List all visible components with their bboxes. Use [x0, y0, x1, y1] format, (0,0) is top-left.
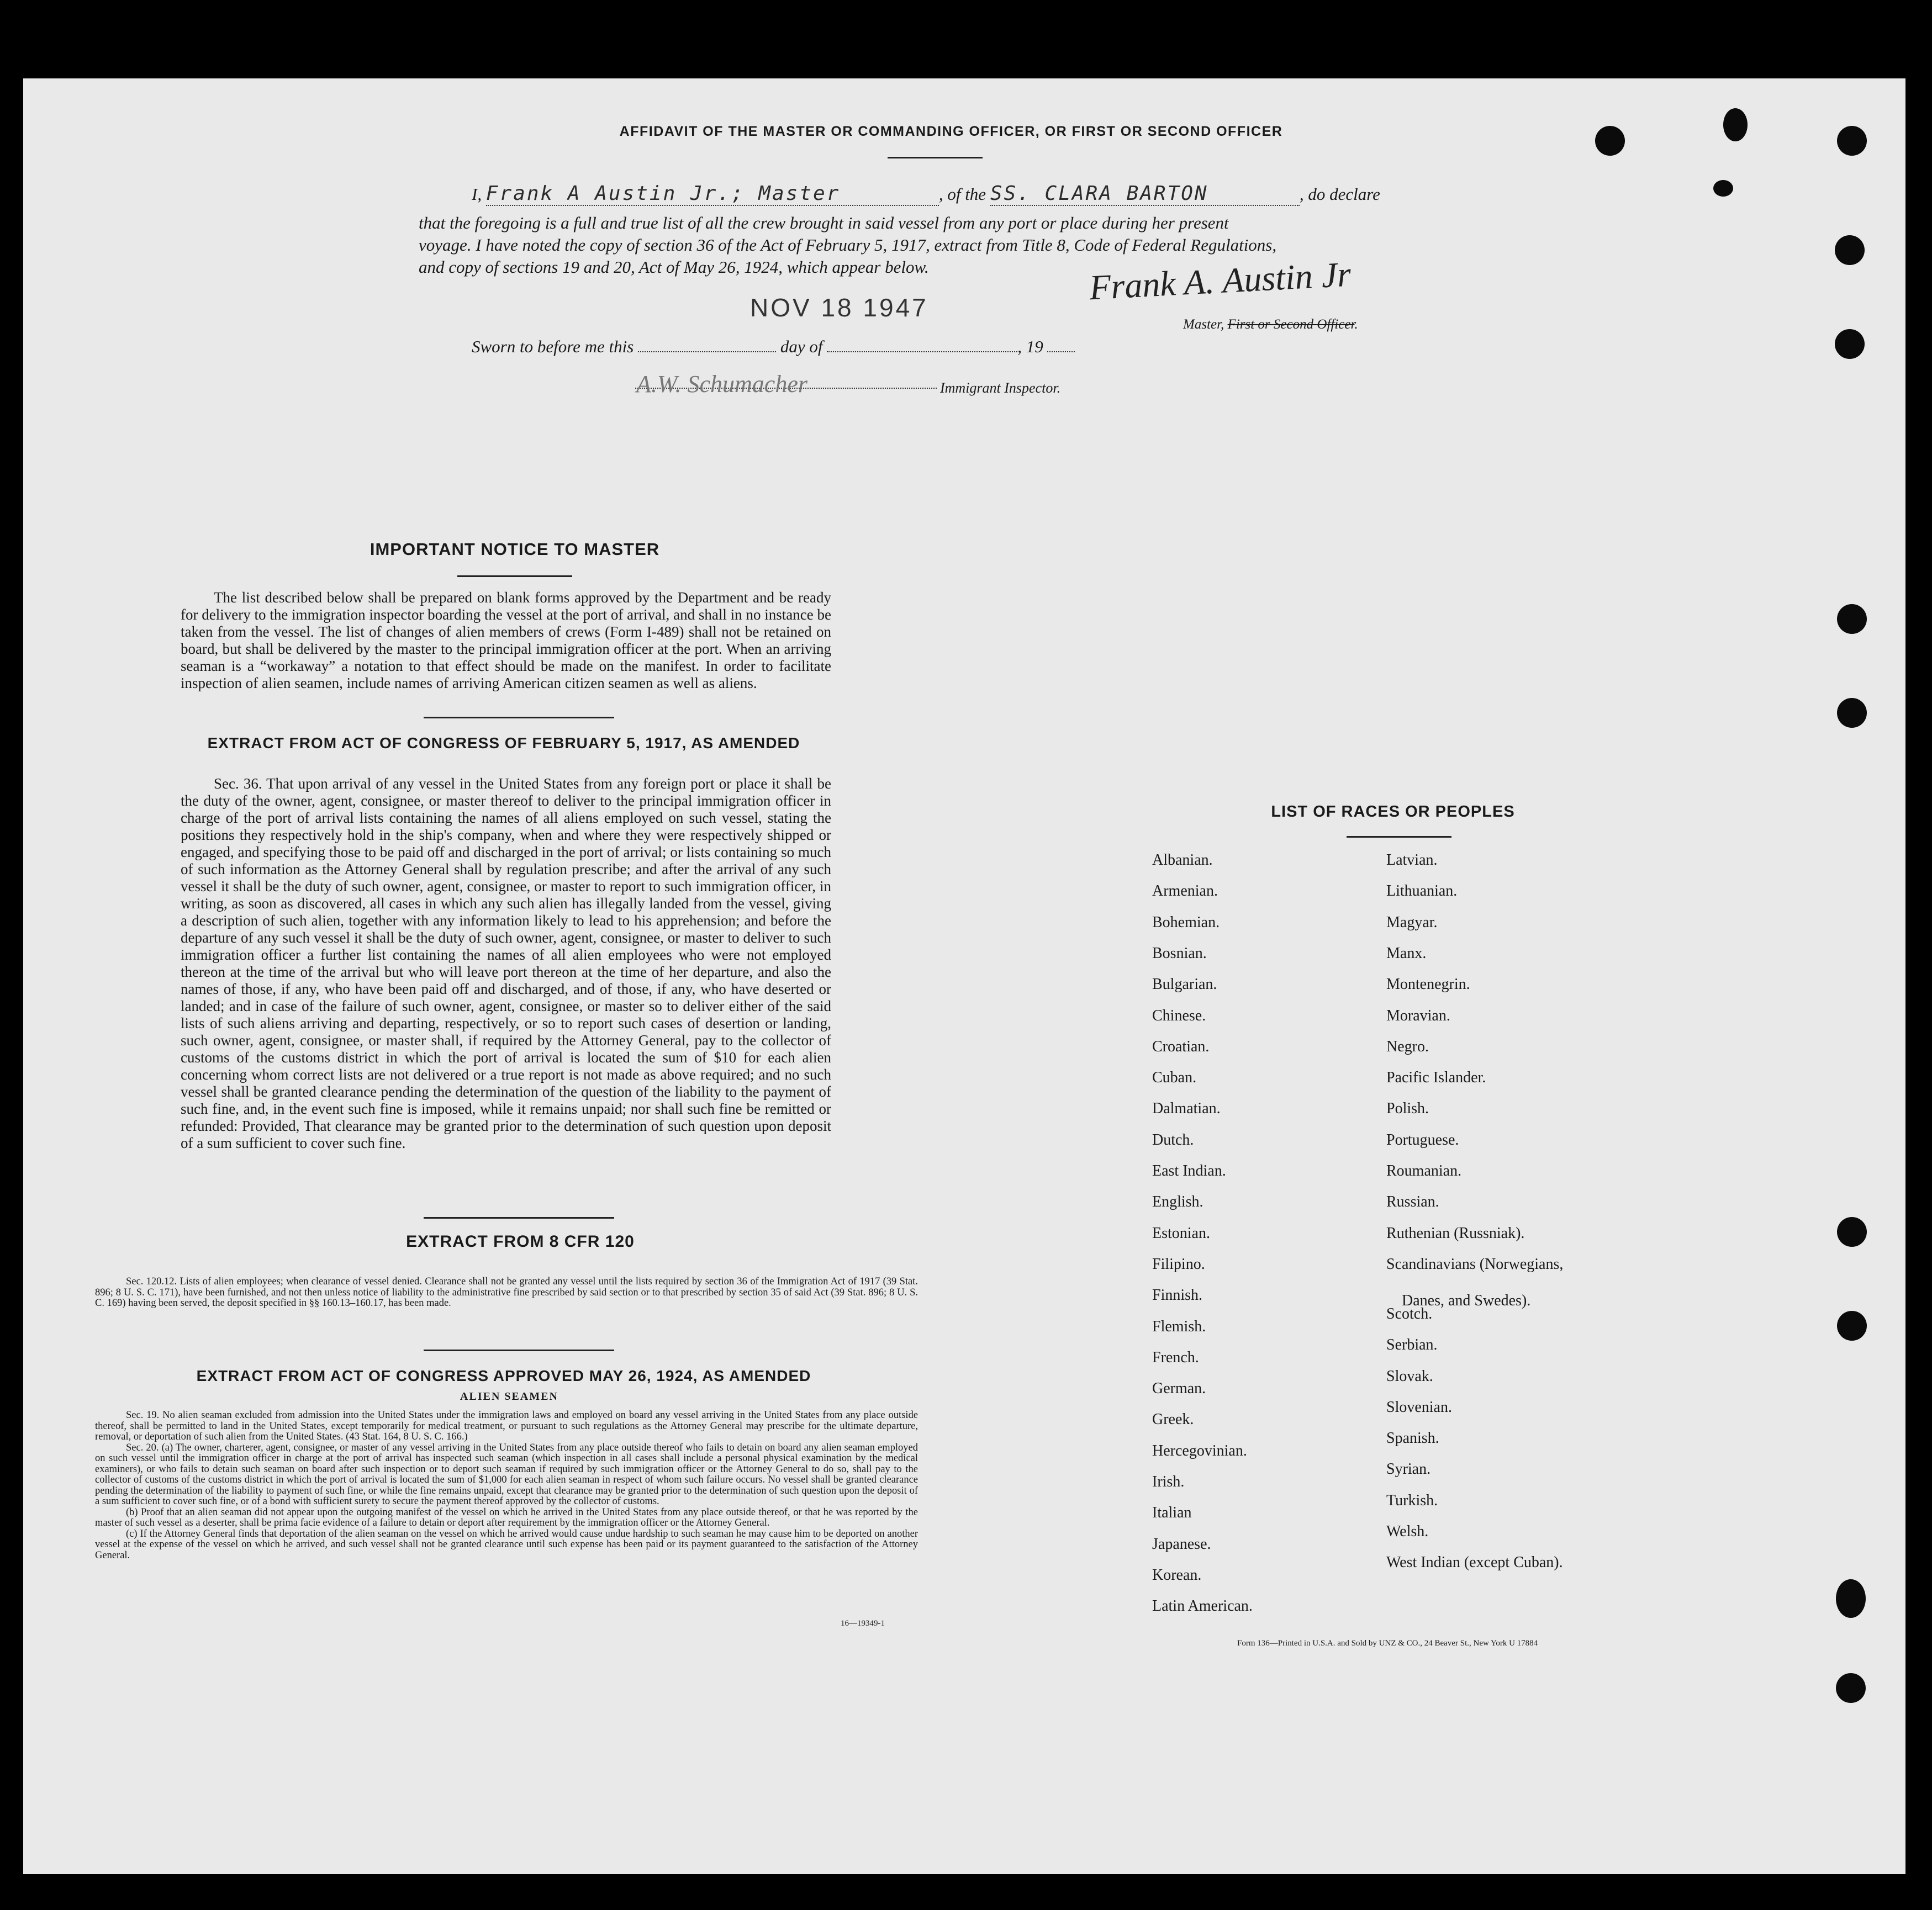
race-item: Finnish.	[1152, 1287, 1203, 1304]
races-title: LIST OF RACES OR PEOPLES	[1271, 803, 1515, 821]
race-item: Welsh.	[1386, 1523, 1429, 1541]
race-item: Dutch.	[1152, 1131, 1194, 1149]
master-signature: Frank A. Austin Jr	[1088, 254, 1352, 308]
race-item: Greek.	[1152, 1411, 1194, 1428]
extract-1917-body: Sec. 36. That upon arrival of any vessel in the United States from any foreign port or place it shall be the duty of the owner, agent, consignee, or master thereof to deliver to the principal immigration officer in charge of the port of arrival lists containing the names of all aliens employed on such vessel, stating the positions they respectively hold in the ship's company, when and where they were respectively shipped or engaged, and specifying those to be paid off and discharged in the port of arrival; or lists containing so much of such information as the Attorney General shall by regulation prescribe; and after the arrival of any such vessel it shall be the duty of such owner, agent, consignee, or master to report to such immigration officer, in writing, as soon as discovered, all cases in which any such alien has illegally landed from the vessel, giving a description of such alien, together with any information likely to lead to his apprehension; and before the departure of any such vessel it shall be the duty of such owner, agent, consignee, or master to deliver to such immigration officer a further list containing the names of all alien employees who were not employed thereon at the time of the arrival but who will leave port thereon at the time of her departure, and also the names of those, if any, who have been paid off and discharged, and of those, if any, who have deserted or landed; and in case of the failure of such owner, agent, consignee, or master so to deliver either of the said lists of such aliens arriving and departing, respectively, or so to report such cases of desertion or landing, such owner, agent, consignee, or master shall, if required by the Attorney General, pay to the collector of customs of the customs district in which the port of arrival is located the sum of $10 for each alien concerning whom correct lists are not delivered or a true report is not made as above required; and no such vessel shall be granted clearance pending the determination of the question of the liability to the payment of such fine, and, in the event such fine is imposed, while it remains unpaid; nor shall such fine be remitted or refunded: Provided, That clearance may be granted prior to the determination of such question upon deposit of a sum sufficient to cover such fine.	[181, 775, 831, 1151]
race-item: Scotch.	[1386, 1305, 1433, 1322]
race-item: Slovenian.	[1386, 1398, 1452, 1416]
race-item: Ruthenian (Russniak).	[1386, 1224, 1525, 1242]
section-20b-text: (b) Proof that an alien seaman did not appear upon the outgoing manifest of the vessel on which he arrived in the United States from any place outside thereof, or that he was reported by the master of such vessel as a deserter, shall be prima facie evidence of a failure to detain or deport after requirement by the immigration officer or the Attorney General.	[95, 1506, 918, 1528]
race-item: Bulgarian.	[1152, 976, 1217, 993]
notice-title: IMPORTANT NOTICE TO MASTER	[369, 539, 660, 559]
race-item: Japanese.	[1152, 1535, 1211, 1553]
race-item: Chinese.	[1152, 1007, 1206, 1024]
vessel-name-handwritten: SS. CLARA BARTON	[990, 182, 1300, 206]
race-item: Dalmatian.	[1152, 1100, 1221, 1118]
race-item: Irish.	[1152, 1473, 1185, 1490]
form-code: 16—19349-1	[841, 1619, 885, 1628]
section-divider-3	[424, 1350, 614, 1351]
cfr-body: Sec. 120.12. Lists of alien employees; when clearance of vessel denied. Clearance shall not be granted any vessel until the lists required by section 36 of the Immigration Act of 1917 (39 Stat. 896; 8 U. S. C. 171), have been furnished, and not then unless notice of liability to the administrative fine prescribed by said section or to that prescribed by section 35 of said Act (39 Stat. 896; 8 U. S. C. 169) having been served, the deposit specified in §§ 160.13–160.17, has been made.	[95, 1276, 918, 1309]
race-item: Flemish.	[1152, 1318, 1206, 1335]
race-item: West Indian (except Cuban).	[1386, 1554, 1563, 1572]
extract-1924-title: EXTRACT FROM ACT OF CONGRESS APPROVED MAY 26, 1924, AS AMENDED	[196, 1367, 811, 1384]
race-item: French.	[1152, 1348, 1199, 1366]
race-item: German.	[1152, 1380, 1206, 1398]
race-item: Italian	[1152, 1504, 1192, 1522]
extract-1924-body	[95, 1410, 918, 1561]
section-divider-1	[424, 717, 614, 718]
form-printer-note: Form 136—Printed in U.S.A. and Sold by UNZ & CO., 24 Beaver St., New York U 17884	[1237, 1639, 1538, 1648]
affidavit-of-the: , of the	[938, 184, 986, 204]
race-item: Serbian.	[1386, 1336, 1438, 1354]
race-item: Portuguese.	[1386, 1131, 1459, 1149]
race-item: Roumanian.	[1386, 1162, 1462, 1179]
cfr-title: EXTRACT FROM 8 CFR 120	[406, 1232, 635, 1251]
punch-hole	[1595, 126, 1625, 156]
affidavit-line-1	[472, 182, 1380, 206]
affidavit-line-2: that the foregoing is a full and true list of all the crew brought in said vessel from any port or place during her present	[419, 213, 1229, 232]
sworn-year-label: , 19	[1017, 337, 1043, 356]
punch-hole	[1837, 604, 1867, 634]
races-divider	[1347, 836, 1451, 838]
race-item: Filipino.	[1152, 1255, 1205, 1273]
title-divider	[888, 157, 983, 158]
notice-body: The list described below shall be prepared on blank forms approved by the Department and be ready for delivery to the immigration inspector boarding the vessel at the port of arrival, and shall in no instance be taken from the vessel. The list of changes of alien members of crews (Form I-489) shall not be retained on board, but shall be delivered by the master to the principal immigration officer at the port. When an arriving seaman is a “workaway” a notation to that effect should be made on the manifest. In order to facilitate inspection of alien seamen, include names of arriving American citizen seamen as well as aliens.	[181, 589, 831, 691]
punch-hole	[1836, 1579, 1866, 1618]
affidavit-title: AFFIDAVIT OF THE MASTER OR COMMANDING OFFICER, OR FIRST OR SECOND OFFICER	[619, 124, 1283, 139]
section-19-text: Sec. 19. No alien seaman excluded from admission into the United States under the immigration laws and employed on board any vessel arriving in the United States from any place outside thereof, shall be permitted to land in the United States, except temporarily for medical treatment, or pursuant to such regulations as the Attorney General may prescribe for the ultimate departure, removal, or deportation of such alien from the United States. (43 Stat. 164, 8 U. S. C. 166.)	[95, 1410, 918, 1442]
section-20c-text: (c) If the Attorney General finds that deportation of the alien seaman on the vessel on which he arrived would cause undue hardship to such seaman he may cause him to be deported on another vessel at the expense of the vessel on which he arrived, and such vessel shall not be granted clearance until such expense has been paid or its payment guaranteed to the satisfaction of the Attorney General.	[95, 1528, 918, 1561]
punch-hole	[1835, 329, 1865, 359]
notice-divider	[457, 575, 572, 577]
race-item: Polish.	[1386, 1100, 1429, 1118]
affidavit-line-4: and copy of sections 19 and 20, Act of May 26, 1924, which appear below.	[419, 257, 929, 277]
race-item: Estonian.	[1152, 1224, 1210, 1242]
race-item: Moravian.	[1386, 1007, 1450, 1024]
sworn-line	[472, 337, 1075, 357]
document-page	[23, 78, 1905, 1874]
race-item: Danes, and Swedes).	[1402, 1292, 1531, 1309]
race-item: Turkish.	[1386, 1491, 1438, 1509]
punch-hole	[1723, 108, 1748, 141]
sworn-day-label: day of	[780, 337, 823, 356]
extract-1917-title: EXTRACT FROM ACT OF CONGRESS OF FEBRUARY 5, 1917, AS AMENDED	[207, 734, 800, 752]
master-caption: Master, First or Second Officer.	[1183, 317, 1358, 332]
master-label: Master,	[1183, 317, 1224, 332]
sworn-prefix: Sworn to before me this	[472, 337, 634, 356]
race-item: Magyar.	[1386, 913, 1438, 931]
punch-hole	[1835, 235, 1865, 265]
race-item: Bosnian.	[1152, 944, 1207, 962]
race-item: Montenegrin.	[1386, 976, 1470, 993]
race-item: Pacific Islander.	[1386, 1069, 1486, 1087]
affidavit-declare: , do declare	[1299, 184, 1380, 204]
race-item: Albanian.	[1152, 851, 1213, 869]
punch-hole	[1836, 1673, 1866, 1703]
race-item: Croatian.	[1152, 1038, 1210, 1055]
race-item: Scandinavians (Norwegians,	[1386, 1255, 1564, 1273]
race-item: Cuban.	[1152, 1069, 1197, 1087]
punch-hole	[1837, 698, 1867, 728]
race-item: Hercegovinian.	[1152, 1442, 1247, 1459]
race-item: East Indian.	[1152, 1162, 1226, 1179]
race-item: Spanish.	[1386, 1430, 1439, 1447]
punch-hole	[1837, 1217, 1867, 1247]
race-item: English.	[1152, 1193, 1203, 1211]
punch-hole	[1837, 126, 1867, 156]
affidavit-prefix: I,	[472, 184, 482, 204]
date-stamp: NOV 18 1947	[750, 293, 928, 322]
punch-hole	[1837, 1311, 1867, 1341]
race-item: Korean.	[1152, 1566, 1202, 1584]
inspector-signature: A.W. Schumacher	[636, 371, 807, 398]
punch-hole	[1713, 180, 1733, 197]
race-item: Lithuanian.	[1386, 882, 1458, 900]
race-item: Russian.	[1386, 1193, 1439, 1211]
race-item: Negro.	[1386, 1038, 1429, 1055]
race-item: Slovak.	[1386, 1367, 1433, 1385]
master-name-handwritten: Frank A Austin Jr.; Master	[486, 182, 939, 206]
section-20a-text: Sec. 20. (a) The owner, charterer, agent, consignee, or master of any vessel arriving in the United States from any place outside thereof who fails to detain on board any alien seaman employed on such vessel until the immigration officer in charge at the port of arrival has inspected such seaman (which inspection in all cases shall include a personal physical examination by the medical examiners), or who fails to detain such seaman on board after such inspection or to deport such seaman if required by such immigration officer or the Attorney General to do so, shall pay to the collector of customs of the customs district in which the port of arrival is located the sum of $1,000 for each alien seaman in respect of whom such failure occurs. No vessel shall be granted clearance pending the determination of the liability to payment of such fine, or while the fine remains unpaid, except that clearance may be granted prior to the determination of such question upon the deposit of a sum sufficient to cover such fine, or of a bond with sufficient surety to secure the payment thereof approved by the collector of customs.	[95, 1442, 918, 1507]
race-item: Latin American.	[1152, 1597, 1253, 1615]
race-item: Bohemian.	[1152, 913, 1220, 931]
section-divider-2	[424, 1217, 614, 1219]
race-item: Armenian.	[1152, 882, 1218, 900]
affidavit-line-3: voyage. I have noted the copy of section 36 of the Act of February 5, 1917, extract from Title 8, Code of Federal Regulations,	[419, 235, 1277, 255]
race-item: Syrian.	[1386, 1461, 1431, 1478]
inspector-label: Immigrant Inspector.	[940, 380, 1061, 396]
officer-struck-label: First or Second Officer	[1227, 317, 1355, 332]
race-item: Latvian.	[1386, 851, 1438, 869]
race-item: Manx.	[1386, 944, 1427, 962]
alien-seamen-subtitle: ALIEN SEAMEN	[460, 1390, 558, 1403]
